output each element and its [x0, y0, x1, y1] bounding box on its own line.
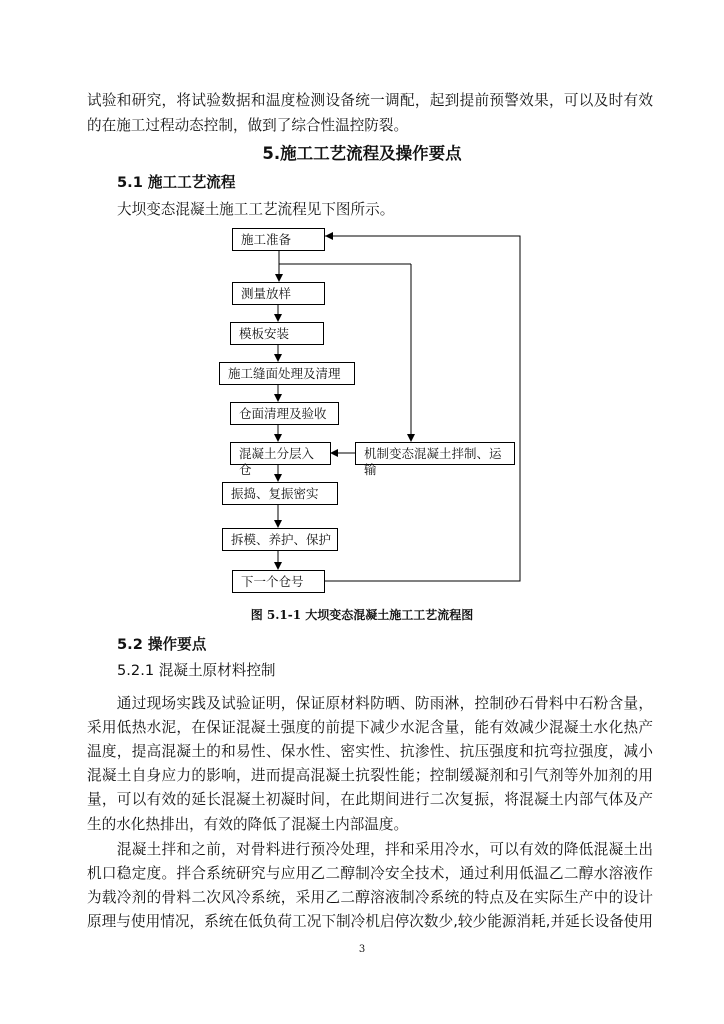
- body-line: 原理与使用情况，系统在低负荷工况下制冷机启停次数少,较少能源消耗,并延长设备使用: [87, 913, 653, 930]
- intro-line: 试验和研究，将试验数据和温度检测设备统一调配，起到提前预警效果，可以及时有效: [87, 92, 653, 109]
- figure-caption: 图 5.1-1 大坝变态混凝土施工工艺流程图: [250, 608, 474, 622]
- flow-step-layer-label: 混凝土分层入仓: [239, 446, 315, 477]
- subsection-title: 5.2 操作要点: [117, 636, 207, 653]
- flow-step-inspect: 仓面清理及验收: [230, 402, 339, 425]
- flow-step-vibrate: 振捣、复振密实: [222, 482, 338, 505]
- body-line: 通过现场实践及试验证明，保证原材料防晒、防雨淋，控制砂石骨料中石粉含量，: [87, 695, 653, 712]
- subsubsection-title: 5.2.1 混凝土原材料控制: [117, 662, 276, 679]
- page-number: 3: [358, 944, 366, 955]
- body-line: 采用低热水泥，在保证混凝土强度的前提下减少水泥含量，能有效减少混凝土水化热产: [87, 719, 653, 736]
- flow-step-layer: [230, 442, 331, 477]
- flow-step-mix-label: 机制变态混凝土拌制、运输: [364, 446, 502, 477]
- body-line: 混凝土拌和之前，对骨料进行预冷处理，拌和采用冷水，可以有效的降低混凝土出: [87, 841, 653, 858]
- body-line: 为载冷剂的骨料二次风冷系统，采用乙二醇溶液制冷系统的特点及在实际生产中的设计: [87, 889, 653, 906]
- body-line: 温度，提高混凝土的和易性、保水性、密实性、抗渗性、抗压强度和抗弯拉强度，减小: [87, 743, 653, 760]
- flow-step-next: 下一个仓号: [232, 570, 325, 593]
- flow-step-mix: [355, 442, 515, 477]
- body-line: 生的水化热排出，有效的降低了混凝土内部温度。: [87, 816, 409, 833]
- flow-step-cure: 拆模、养护、保护: [222, 528, 338, 551]
- subsection-text: 大坝变态混凝土施工工艺流程见下图所示。: [117, 201, 395, 218]
- flow-step-joint: 施工缝面处理及清理: [219, 362, 355, 385]
- flow-step-survey: 测量放样: [232, 282, 325, 305]
- body-line: 量，可以有效的延长混凝土初凝时间，在此期间进行二次复振，将混凝土内部气体及产: [87, 791, 653, 808]
- intro-line: 的在施工过程动态控制，做到了综合性温控防裂。: [87, 117, 409, 134]
- section-title: 5.施工工艺流程及操作要点: [262, 144, 462, 163]
- subsection-title: 5.1 施工工艺流程: [117, 174, 236, 191]
- body-line: 机口稳定度。拌合系统研究与应用乙二醇制冷安全技术，通过利用低温乙二醇水溶液作: [87, 865, 653, 882]
- flow-step-prepare: 施工准备: [232, 228, 325, 251]
- body-line: 混凝土自身应力的影响，进而提高混凝土抗裂性能；控制缓凝剂和引气剂等外加剂的用: [87, 767, 653, 784]
- flow-step-formwork: 模板安装: [230, 322, 324, 345]
